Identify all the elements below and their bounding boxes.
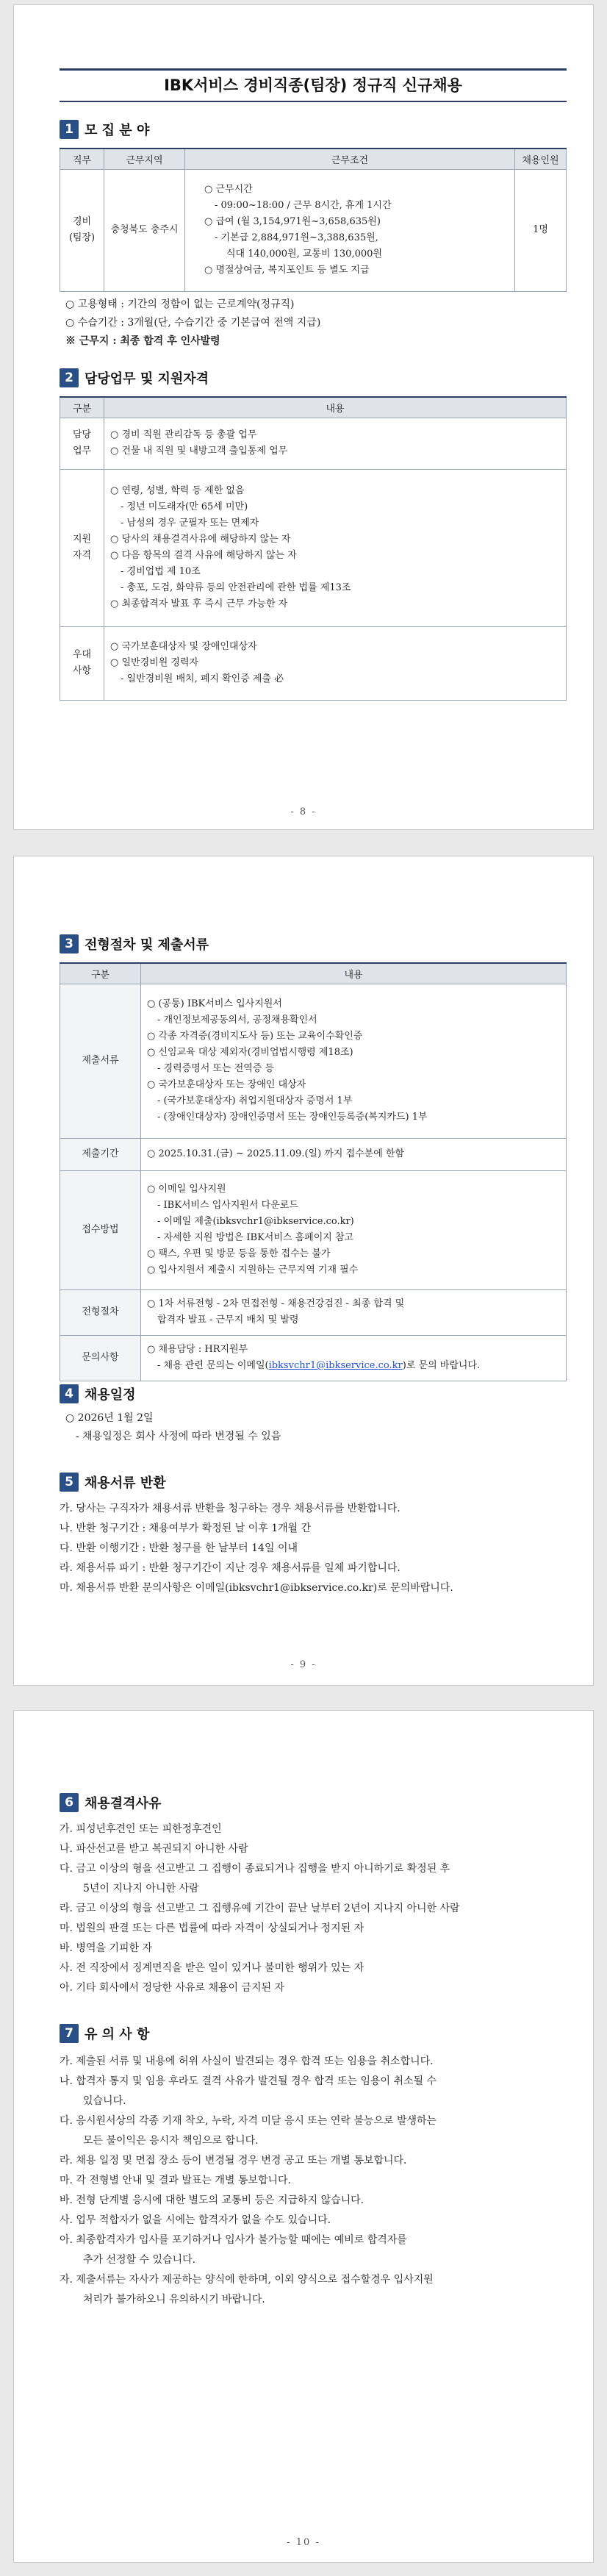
content-line: ○ 입사지원서 제출시 지원하는 근무지역 기재 필수 xyxy=(147,1264,359,1276)
table-header: 내용 xyxy=(104,397,567,418)
condition-line: 식대 140,000원, 교통비 130,000원 xyxy=(226,248,382,260)
document-title: IBK서비스 경비직종(팀장) 정규직 신규채용 xyxy=(60,68,567,102)
list-item: 라. 채용서류 파기 : 반환 청구기간이 지난 경우 채용서류를 일체 파기합니다. xyxy=(60,1562,401,1574)
note-line: ○ 수습기간 : 3개월(단, 수습기간 중 기본급여 전액 지급) xyxy=(65,317,321,329)
content-line: - 경비업법 제 10조 xyxy=(121,566,201,577)
condition-line: - 기본급 2,884,971원~3,388,635원, xyxy=(215,232,378,243)
list-item-continuation: 모든 불이익은 응시자 책임으로 합니다. xyxy=(83,2135,259,2147)
contact-prefix: - 채용 관련 문의는 이메일( xyxy=(157,1360,269,1371)
section-number-badge: 3 xyxy=(60,934,79,954)
content-line: - 경력증명서 또는 전역증 등 xyxy=(157,1063,275,1074)
list-item-continuation: 추가 선정할 수 있습니다. xyxy=(83,2254,196,2266)
section-title: 전형절차 및 제출서류 xyxy=(85,937,209,953)
list-item: 바. 전형 단계별 응시에 대한 별도의 교통비 등은 지급하지 않습니다. xyxy=(60,2194,364,2206)
page-number: - 8 - xyxy=(290,806,317,817)
content-line: - IBK서비스 입사지원서 다운로드 xyxy=(157,1200,298,1211)
row-label: 지원 xyxy=(72,534,92,545)
section-title: 채용일정 xyxy=(85,1387,136,1403)
row-label: 업무 xyxy=(72,446,92,457)
documents-cell xyxy=(141,984,567,1138)
content-line: ○ (공통) IBK서비스 입사지원서 xyxy=(147,998,282,1009)
row-label-inquiries: 문의사항 xyxy=(60,1335,141,1381)
section-number-badge: 5 xyxy=(60,1473,79,1492)
table-header: 채용인원 xyxy=(515,149,567,169)
row-label: 사항 xyxy=(72,665,92,676)
list-item: 나. 반환 청구기간 : 채용여부가 확정된 날 이후 1개월 간 xyxy=(60,1523,312,1534)
content-line: ○ 이메일 입사지원 xyxy=(147,1184,226,1195)
list-item: 다. 반환 이행기간 : 반환 청구를 한 날부터 14일 이내 xyxy=(60,1542,298,1554)
section-heading-selection-process xyxy=(60,933,209,955)
condition-line: ○ 급여 (월 3,154,971원~3,658,635원) xyxy=(204,216,381,227)
section-number-badge: 2 xyxy=(60,368,79,387)
section-number-badge: 1 xyxy=(60,120,79,139)
list-item: 가. 제출된 서류 및 내용에 허위 사실이 발견되는 경우 합격 또는 임용을 취소합니다. xyxy=(60,2056,434,2067)
list-item-continuation: 있습니다. xyxy=(83,2095,126,2107)
content-line: ○ 연령, 성별, 학력 등 제한 없음 xyxy=(110,485,245,496)
content-line: - 개인정보제공동의서, 공정채용확인서 xyxy=(157,1015,317,1026)
section-number-badge: 7 xyxy=(60,2024,79,2043)
table-header: 근무지역 xyxy=(104,149,185,169)
section-title: 담당업무 및 지원자격 xyxy=(85,371,209,387)
list-item: 사. 업무 적합자가 없을 시에는 합격자가 없을 수도 있습니다. xyxy=(60,2214,331,2226)
schedule-line: ○ 2026년 1월 2일 xyxy=(65,1412,154,1424)
row-label-procedure: 전형절차 xyxy=(60,1289,141,1335)
document-page-8 xyxy=(13,4,594,830)
row-label-preferences xyxy=(60,626,104,700)
job-title: 경비 xyxy=(72,216,92,227)
table-header: 구분 xyxy=(60,397,104,418)
section-number-badge: 6 xyxy=(60,1793,79,1812)
note-line: ○ 고용형태 : 기간의 정함이 없는 근로계약(정규직) xyxy=(65,298,295,310)
content-line: - 총포, 도검, 화약류 등의 안전관리에 관한 법률 제13조 xyxy=(121,582,351,593)
section-title: 모 집 분 야 xyxy=(85,123,150,138)
list-item: 자. 제출서류는 자사가 제공하는 양식에 한하며, 이외 양식으로 접수할경우 입사지원 xyxy=(60,2274,434,2286)
period-cell xyxy=(141,1138,567,1170)
cautions-list xyxy=(60,2052,567,2310)
table-header: 내용 xyxy=(141,963,567,984)
content-line: ○ 팩스, 우편 및 방문 등을 통한 접수는 불가 xyxy=(147,1248,331,1259)
list-item-continuation: 처리가 불가하오니 유의하시기 바랍니다. xyxy=(83,2294,265,2305)
content-line: ○ 당사의 채용결격사유에 해당하지 않는 자 xyxy=(110,534,291,545)
content-line: ○ 다음 항목의 결격 사유에 해당하지 않는 자 xyxy=(110,550,297,561)
page-number: - 10 - xyxy=(287,2537,320,2548)
list-item: 라. 채용 일정 및 면접 장소 등이 변경될 경우 변경 공고 또는 개별 통보합니다. xyxy=(60,2155,407,2167)
list-item: 마. 채용서류 반환 문의사항은 이메일(ibksvchr1@ibkservice.co.kr)로 문의바랍니다. xyxy=(60,1582,453,1594)
content-line: ○ 2025.10.31.(금) ~ 2025.11.09.(일) 까지 접수분에 한함 xyxy=(147,1148,405,1159)
row-label-duties xyxy=(60,418,104,469)
content-line: ○ 건물 내 직원 및 내방고객 출입통제 업무 xyxy=(110,446,288,457)
section-title: 채용결격사유 xyxy=(85,1796,162,1811)
disqualification-list xyxy=(60,1820,567,1998)
condition-line: ○ 근무시간 xyxy=(204,184,253,195)
qualifications-cell xyxy=(104,469,567,626)
content-line: ○ 채용담당 : HR지원부 xyxy=(147,1344,248,1355)
content-line: ○ 국가보훈대상자 또는 장애인 대상자 xyxy=(147,1079,306,1090)
page-number: - 9 - xyxy=(290,1659,317,1670)
list-item: 나. 파산선고를 받고 복권되지 아니한 사람 xyxy=(60,1843,248,1855)
contact-line xyxy=(147,1358,560,1374)
content-line: 합격자 발표 - 근무지 배치 및 발령 xyxy=(157,1314,299,1325)
content-line: ○ 1차 서류전형 - 2차 면접전형 - 채용건강검진 - 최종 합격 및 xyxy=(147,1298,405,1309)
list-item: 가. 당사는 구직자가 채용서류 반환을 청구하는 경우 채용서류를 반환합니다. xyxy=(60,1503,401,1514)
section-title: 유 의 사 항 xyxy=(85,2027,150,2042)
list-item: 다. 응시원서상의 각종 기재 착오, 누락, 자격 미달 응시 또는 연락 불능으로 발생하는 xyxy=(60,2115,437,2127)
duties-table xyxy=(60,396,567,701)
document-return-list xyxy=(60,1499,567,1598)
content-line: - (국가보훈대상자) 취업지원대상자 증명서 1부 xyxy=(157,1095,353,1106)
duties-cell xyxy=(104,418,567,469)
row-label: 담당 xyxy=(72,429,92,440)
employment-notes xyxy=(65,296,320,351)
list-item: 다. 금고 이상의 형을 선고받고 그 집행이 종료되거나 집행을 받지 아니하기로 확정된 후 xyxy=(60,1863,450,1875)
section-heading-duties-qualifications xyxy=(60,367,209,389)
list-item: 아. 기타 회사에서 정당한 사유로 채용이 금지된 자 xyxy=(60,1982,285,1994)
list-item: 마. 법원의 판결 또는 다른 법률에 따라 자격이 상실되거나 정지된 자 xyxy=(60,1922,364,1934)
row-label: 우대 xyxy=(72,649,92,660)
content-line: ○ 일반경비원 경력자 xyxy=(110,657,199,668)
list-item: 라. 금고 이상의 형을 선고받고 그 집행유예 기간이 끝난 날부터 2년이 지나지 아니한 사람 xyxy=(60,1903,460,1914)
conditions-cell xyxy=(185,169,515,291)
job-title-sub: (팀장) xyxy=(68,232,96,243)
section-heading-document-return xyxy=(60,1471,166,1493)
list-item: 나. 합격자 통지 및 임용 후라도 결격 사유가 발견될 경우 합격 또는 임용이 취소될 수 xyxy=(60,2075,437,2087)
content-line: - 자세한 지원 방법은 IBK서비스 홈페이지 참고 xyxy=(157,1232,354,1243)
row-label-documents: 제출서류 xyxy=(60,984,141,1138)
preferences-cell xyxy=(104,626,567,700)
section-heading-cautions xyxy=(60,2022,149,2044)
row-label-application-method: 접수방법 xyxy=(60,1170,141,1289)
table-header: 구분 xyxy=(60,963,141,984)
inquiries-cell xyxy=(141,1335,567,1381)
condition-line: - 09:00~18:00 / 근무 8시간, 휴게 1시간 xyxy=(215,200,392,211)
recruitment-table xyxy=(60,148,567,292)
section-heading-recruitment-field xyxy=(60,118,149,140)
section-heading-schedule xyxy=(60,1383,136,1405)
procedure-cell xyxy=(141,1289,567,1335)
document-page-10 xyxy=(13,1710,594,2563)
note-line: ※ 근무지 : 최종 합격 후 인사발령 xyxy=(65,335,220,347)
document-page-9 xyxy=(13,856,594,1686)
content-line: ○ 신임교육 대상 제외자(경비업법시행령 제18조) xyxy=(147,1047,353,1058)
job-cell xyxy=(60,169,104,291)
content-line: - (장애인대상자) 장애인증명서 또는 장애인등록증(복지카드) 1부 xyxy=(157,1112,428,1123)
row-label-qualifications xyxy=(60,469,104,626)
list-item-continuation: 5년이 지나지 아니한 사람 xyxy=(83,1883,199,1895)
content-line: - 일반경비원 배치, 폐지 확인증 제출 必 xyxy=(121,673,284,684)
headcount-cell: 1명 xyxy=(515,169,567,291)
contact-email-link[interactable]: ibksvchr1@ibkservice.co.kr xyxy=(268,1360,403,1371)
table-header: 직무 xyxy=(60,149,104,169)
content-line: - 정년 미도래자(만 65세 미만) xyxy=(121,501,248,512)
row-label-period: 제출기간 xyxy=(60,1138,141,1170)
content-line: - 남성의 경우 군필자 또는 면제자 xyxy=(121,518,259,529)
content-line: ○ 국가보훈대상자 및 장애인대상자 xyxy=(110,641,257,652)
schedule-line: - 채용일정은 회사 사정에 따라 변경될 수 있음 xyxy=(76,1431,281,1442)
list-item: 가. 피성년후견인 또는 피한정후견인 xyxy=(60,1823,222,1835)
content-line: ○ 최종합격자 발표 후 즉시 근무 가능한 자 xyxy=(110,598,288,609)
section-heading-disqualification xyxy=(60,1792,161,1814)
list-item: 아. 최종합격자가 입사를 포기하거나 입사가 불가능할 때에는 예비로 합격자를 xyxy=(60,2234,407,2246)
selection-table xyxy=(60,962,567,1381)
contact-suffix: )로 문의 바랍니다. xyxy=(402,1360,481,1371)
list-item: 마. 각 전형별 안내 및 결과 발표는 개별 통보합니다. xyxy=(60,2175,291,2186)
table-header: 근무조건 xyxy=(185,149,515,169)
list-item: 바. 병역을 기피한 자 xyxy=(60,1942,152,1954)
region-cell: 충청북도 충주시 xyxy=(104,169,185,291)
section-title: 채용서류 반환 xyxy=(85,1475,166,1491)
application-method-cell xyxy=(141,1170,567,1289)
condition-line: ○ 명절상여금, 복지포인트 등 별도 지급 xyxy=(204,265,370,276)
content-line: ○ 각종 자격증(경비지도사 등) 또는 교육이수확인증 xyxy=(147,1031,363,1042)
section-number-badge: 4 xyxy=(60,1384,79,1403)
row-label: 자격 xyxy=(72,550,92,561)
list-item: 사. 전 직장에서 징계면직을 받은 일이 있거나 불미한 행위가 있는 자 xyxy=(60,1962,364,1974)
content-line: ○ 경비 직원 관리감독 등 총괄 업무 xyxy=(110,429,257,440)
schedule-block xyxy=(65,1409,281,1446)
content-line: - 이메일 제출(ibksvchr1@ibkservice.co.kr) xyxy=(157,1216,354,1227)
